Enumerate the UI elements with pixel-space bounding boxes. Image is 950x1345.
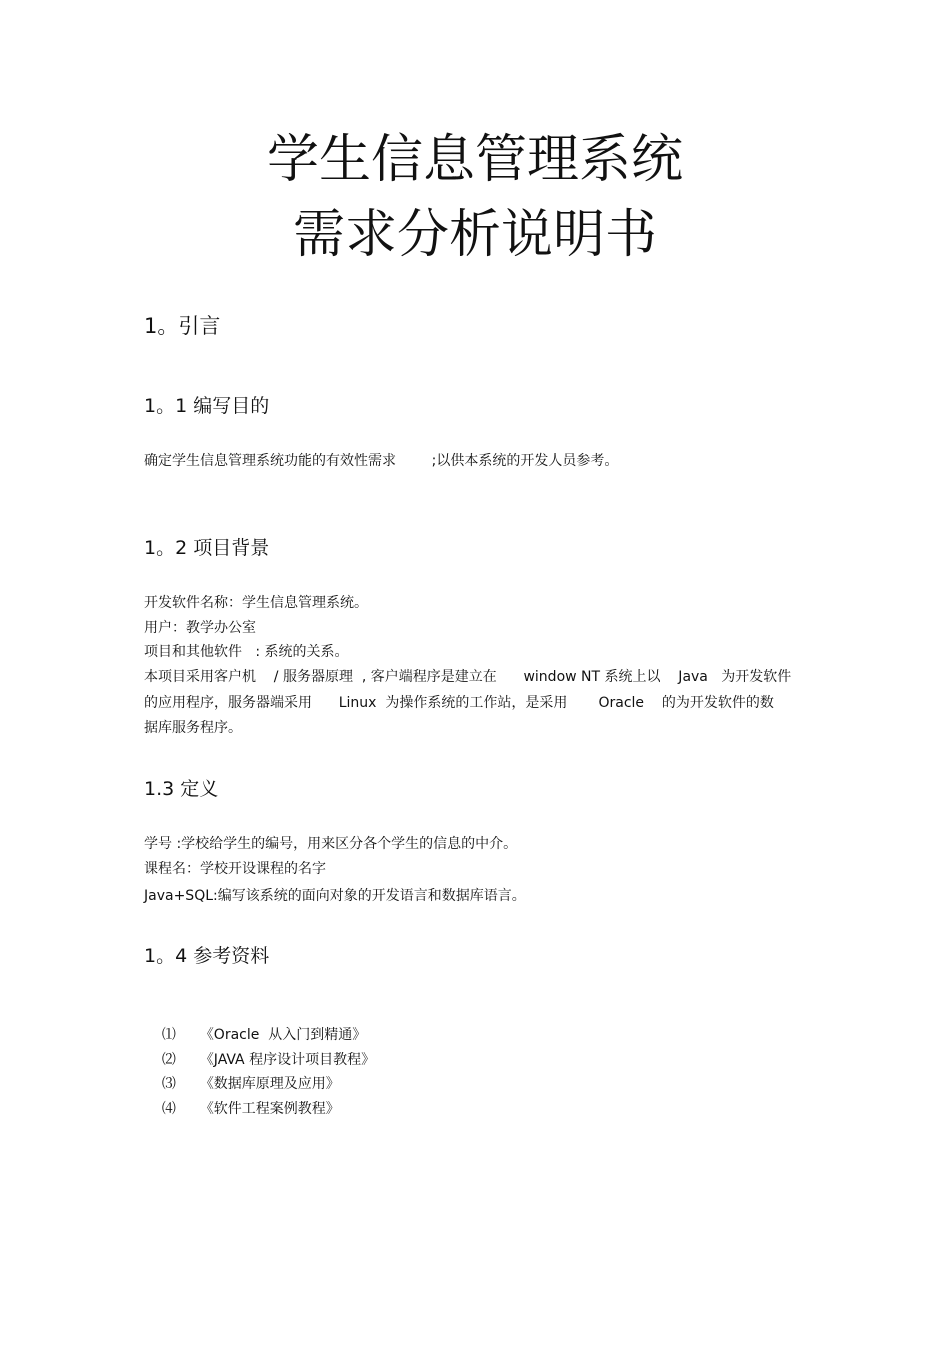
background-line-5: 的应用程序，服务器端采用 Linux 为操作系统的工作站，是采用 Oracle 的为开发软件的数 bbox=[144, 695, 774, 711]
heading-introduction: 1。引言 bbox=[144, 314, 221, 338]
document-title-line2: 需求分析说明书 bbox=[292, 205, 657, 265]
reference-title: 《软件工程案例教程》 bbox=[199, 1101, 340, 1117]
heading-background: 1。2 项目背景 bbox=[144, 537, 270, 559]
background-line-2: 用户：教学办公室 bbox=[144, 620, 256, 636]
background-line-1: 开发软件名称：学生信息管理系统。 bbox=[144, 595, 368, 611]
background-line-6: 据库服务程序。 bbox=[144, 720, 242, 736]
background-line-4: 本项目采用客户机 / 服务器原理 , 客户端程序是建立在 window NT 系统上以 Java 为开发软件 bbox=[144, 669, 792, 685]
background-line-3: 项目和其他软件 : 系统的关系。 bbox=[144, 644, 349, 660]
document-title-line1: 学生信息管理系统 bbox=[266, 130, 683, 190]
reference-title: 《Oracle 从入门到精通》 bbox=[199, 1027, 367, 1043]
reference-number: ⑶ bbox=[161, 1076, 176, 1092]
reference-number: ⑵ bbox=[161, 1052, 176, 1068]
reference-number: ⑷ bbox=[161, 1101, 176, 1117]
heading-definitions: 1.3 定义 bbox=[144, 778, 219, 800]
definition-line-1: 学号 :学校给学生的编号，用来区分各个学生的信息的中介。 bbox=[144, 836, 518, 852]
reference-item bbox=[144, 1073, 340, 1145]
definition-line-2: 课程名：学校开设课程的名字 bbox=[144, 861, 326, 877]
purpose-text: 确定学生信息管理系统功能的有效性需求 ;以供本系统的开发人员参考。 bbox=[144, 453, 619, 469]
heading-purpose: 1。1 编写目的 bbox=[144, 395, 270, 417]
heading-references: 1。4 参考资料 bbox=[144, 945, 270, 967]
definition-line-3: Java+SQL:编写该系统的面向对象的开发语言和数据库语言。 bbox=[144, 888, 526, 904]
reference-number: ⑴ bbox=[161, 1027, 176, 1043]
reference-title: 《数据库原理及应用》 bbox=[199, 1076, 340, 1092]
reference-title: 《JAVA 程序设计项目教程》 bbox=[199, 1052, 376, 1068]
